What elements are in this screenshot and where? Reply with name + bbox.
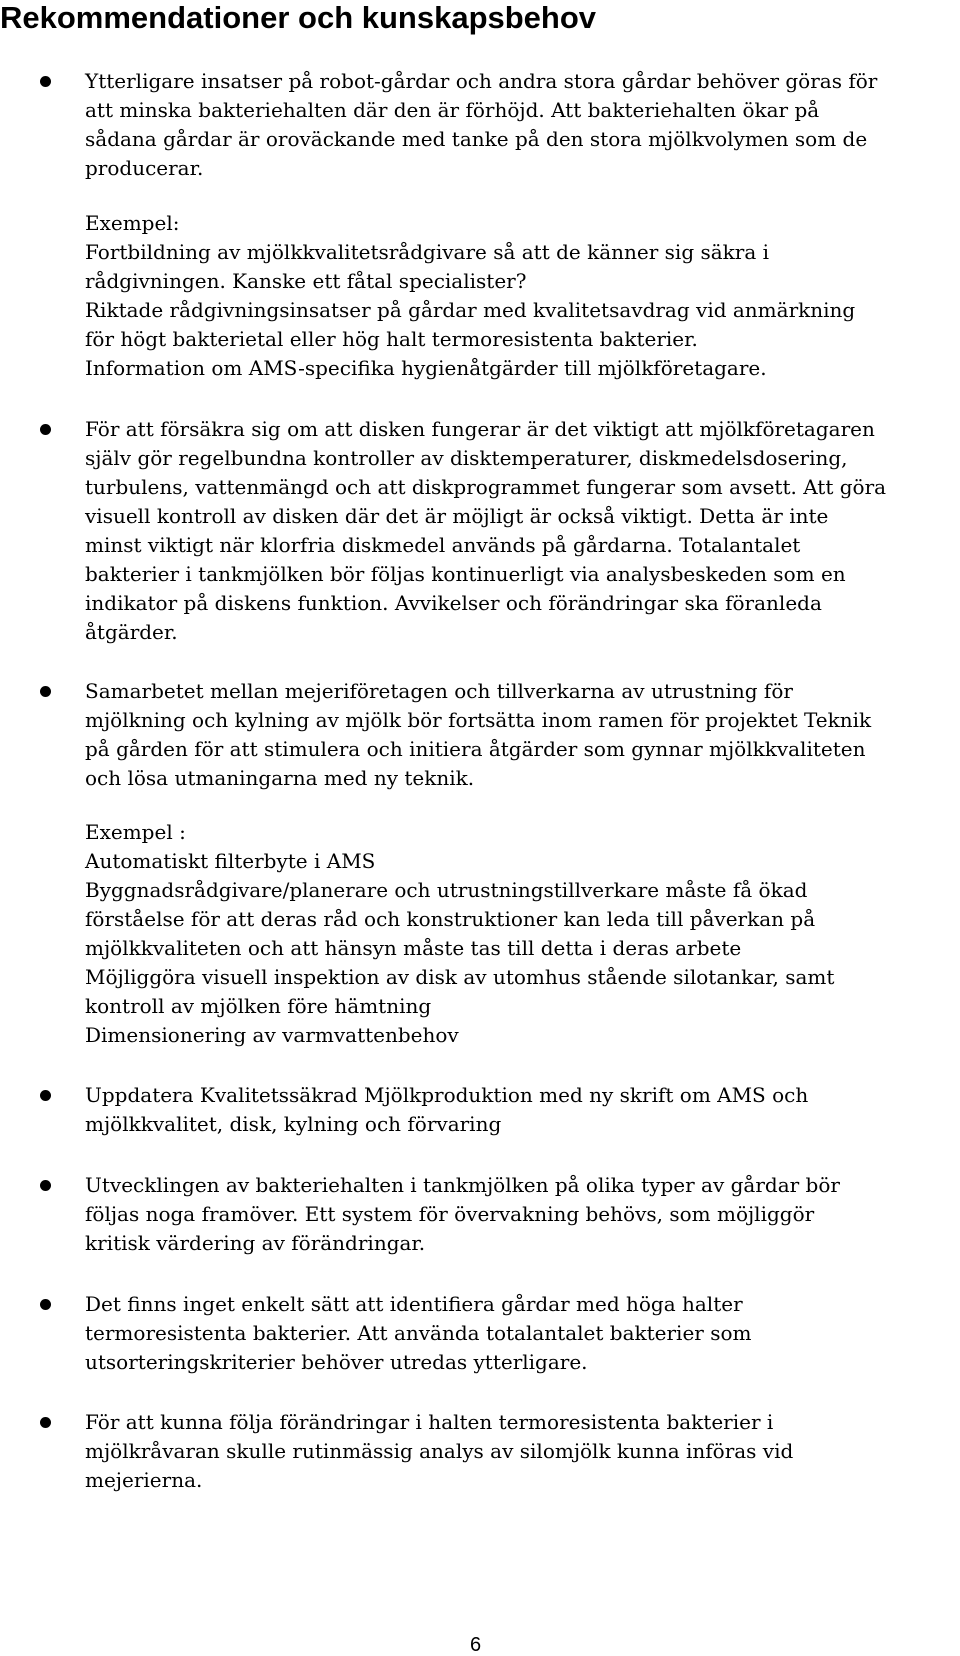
text-line: För att försäkra sig om att disken fungerar är det viktigt att mjölkföretagaren (85, 417, 875, 441)
text-line: själv gör regelbundna kontroller av disktemperaturer, diskmedelsdosering, (85, 446, 848, 470)
bullet-paragraph (85, 1290, 751, 1377)
text-line: Automatiskt filterbyte i AMS (85, 849, 376, 873)
bullet-paragraph (85, 677, 871, 793)
bullet-icon (40, 76, 51, 87)
text-line: kritisk värdering av förändringar. (85, 1231, 426, 1255)
bullet-icon (40, 1090, 51, 1101)
bullet-paragraph (85, 1171, 840, 1258)
bullet-icon (40, 1417, 51, 1428)
bullet-paragraph (85, 1081, 808, 1139)
text-line: sådana gårdar är oroväckande med tanke på den stora mjölkvolymen som de (85, 127, 868, 151)
bullet-paragraph (85, 67, 877, 183)
text-line: Exempel : (85, 820, 186, 844)
text-line: indikator på diskens funktion. Avvikelser och förändringar ska föranleda (85, 591, 822, 615)
text-line: mjölkkvaliteten och att hänsyn måste tas till detta i deras arbete (85, 936, 742, 960)
text-line: följas noga framöver. Ett system för övervakning behövs, som möjliggör (85, 1202, 815, 1226)
text-line: Ytterligare insatser på robot-gårdar och andra stora gårdar behöver göras för (85, 69, 878, 93)
text-line: Byggnadsrådgivare/planerare och utrustningstillverkare måste få ökad (85, 878, 808, 902)
text-line: för högt bakterietal eller hög halt termoresistenta bakterier. (85, 327, 698, 351)
text-line: rådgivningen. Kanske ett fåtal specialister? (85, 269, 527, 293)
bullet-icon (40, 1299, 51, 1310)
text-line: Riktade rådgivningsinsatser på gårdar med kvalitetsavdrag vid anmärkning (85, 298, 856, 322)
example-paragraph (85, 818, 834, 1050)
text-line: på gården för att stimulera och initiera åtgärder som gynnar mjölkkvaliteten (85, 737, 866, 761)
bullet-paragraph (85, 415, 886, 647)
text-line: Samarbetet mellan mejeriföretagen och tillverkarna av utrustning för (85, 679, 793, 703)
text-line: mjölkkvalitet, disk, kylning och förvaring (85, 1112, 502, 1136)
text-line: Det finns inget enkelt sätt att identifiera gårdar med höga halter (85, 1292, 743, 1316)
text-line: visuell kontroll av disken där det är möjligt är också viktigt. Detta är inte (85, 504, 829, 528)
text-line: Utvecklingen av bakteriehalten i tankmjölken på olika typer av gårdar bör (85, 1173, 840, 1197)
text-line: förståelse för att deras råd och konstruktioner kan leda till påverkan på (85, 907, 816, 931)
text-line: utsorteringskriterier behöver utredas ytterligare. (85, 1350, 588, 1374)
text-line: producerar. (85, 156, 204, 180)
text-line: åtgärder. (85, 620, 178, 644)
text-line: att minska bakteriehalten där den är förhöjd. Att bakteriehalten ökar på (85, 98, 820, 122)
text-line: Exempel: (85, 211, 180, 235)
text-line: Uppdatera Kvalitetssäkrad Mjölkproduktion med ny skrift om AMS och (85, 1083, 809, 1107)
text-line: Fortbildning av mjölkkvalitetsrådgivare så att de känner sig säkra i (85, 240, 770, 264)
text-line: För att kunna följa förändringar i halten termoresistenta bakterier i (85, 1410, 774, 1434)
example-paragraph (85, 209, 855, 383)
text-line: mjölkråvaran skulle rutinmässig analys av silomjölk kunna införas vid (85, 1439, 794, 1463)
bullet-paragraph (85, 1408, 793, 1495)
text-line: kontroll av mjölken före hämtning (85, 994, 432, 1018)
text-line: och lösa utmaningarna med ny teknik. (85, 766, 475, 790)
bullet-icon (40, 686, 51, 697)
text-line: minst viktigt när klorfria diskmedel används på gårdarna. Totalantalet (85, 533, 801, 557)
bullet-icon (40, 424, 51, 435)
text-line: mjölkning och kylning av mjölk bör fortsätta inom ramen för projektet Teknik (85, 708, 872, 732)
text-line: Information om AMS-specifika hygienåtgärder till mjölkföretagare. (85, 356, 767, 380)
text-line: termoresistenta bakterier. Att använda totalantalet bakterier som (85, 1321, 752, 1345)
text-line: bakterier i tankmjölken bör följas kontinuerligt via analysbeskeden som en (85, 562, 846, 586)
page-number: 6 (470, 1634, 482, 1656)
page-heading: Rekommendationer och kunskapsbehov (0, 0, 597, 35)
text-line: mejerierna. (85, 1468, 203, 1492)
text-line: Möjliggöra visuell inspektion av disk av utomhus stående silotankar, samt (85, 965, 835, 989)
bullet-icon (40, 1180, 51, 1191)
text-line: turbulens, vattenmängd och att diskprogrammet fungerar som avsett. Att göra (85, 475, 887, 499)
text-line: Dimensionering av varmvattenbehov (85, 1023, 459, 1047)
